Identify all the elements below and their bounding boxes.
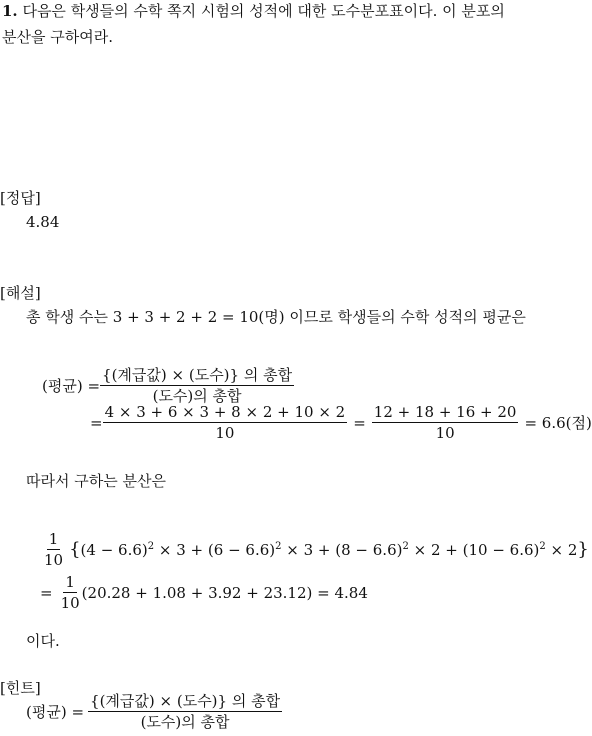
step2-numerator: 4 × 3 + 6 × 3 + 8 × 2 + 10 × 2	[104, 403, 346, 421]
term-base: (10 − 6.6)	[462, 540, 540, 559]
mean-fraction	[100, 366, 294, 405]
problem-number: 1.	[2, 2, 18, 20]
variance-result	[40, 573, 368, 612]
variance-open-brace: {	[69, 539, 81, 560]
variance-term	[81, 541, 208, 559]
term-exponent: 2	[402, 540, 409, 552]
hint-fraction	[88, 692, 282, 731]
answer-label: [정답]	[0, 189, 41, 207]
term-exponent: 2	[147, 540, 155, 552]
term-base: (4 − 6.6)	[80, 540, 148, 559]
mean-computation	[90, 403, 592, 442]
step3-numerator: 12 + 18 + 16 + 20	[373, 403, 517, 421]
answer-value: 4.84	[26, 213, 60, 231]
term-exponent: 2	[275, 540, 282, 552]
variance-coefficient	[42, 530, 65, 569]
step2-equals: =	[90, 413, 103, 432]
variance-formula	[42, 530, 589, 569]
variance2-equals: =	[40, 583, 53, 602]
term-exponent: 2	[539, 540, 546, 552]
term-base: (6 − 6.6)	[207, 540, 276, 559]
mean-numerator: {(계급값) × (도수)} 의 총합	[102, 366, 293, 384]
variance-coef-numerator: 1	[48, 530, 59, 548]
term-tail: × 2	[545, 540, 578, 559]
variance2-coef-denominator: 10	[60, 594, 80, 612]
step2-fraction	[103, 403, 348, 442]
step3-denominator: 10	[435, 424, 455, 442]
variance-coef-denominator: 10	[44, 551, 64, 569]
hint-lhs: (평균) =	[26, 703, 85, 721]
term-tail: × 3 +	[154, 540, 208, 559]
term-base: (8 − 6.6)	[335, 540, 403, 559]
variance-term	[463, 541, 578, 559]
mean-result: = 6.6(점)	[524, 414, 592, 432]
variance2-coef-numerator: 1	[65, 573, 75, 591]
variance-term	[335, 541, 462, 559]
hint-formula	[26, 692, 282, 731]
variance2-expression: (20.28 + 1.08 + 3.92 + 23.12) = 4.84	[81, 583, 368, 602]
solution-label: [해설]	[0, 284, 41, 302]
problem-line-1	[2, 0, 505, 21]
solution-conclusion: 이다.	[26, 632, 60, 650]
mean-formula	[42, 366, 294, 405]
variance-intro: 따라서 구하는 분산은	[26, 472, 166, 490]
hint-label: [힌트]	[0, 679, 41, 697]
step2-denominator: 10	[215, 424, 235, 442]
step3-equals: =	[353, 413, 366, 432]
term-tail: × 2 +	[408, 540, 463, 559]
mean-denominator: (도수)의 총합	[152, 387, 242, 405]
variance-close-brace: }	[577, 539, 589, 560]
variance2-coefficient	[59, 573, 82, 612]
solution-intro: 총 학생 수는 3 + 3 + 2 + 2 = 10(명) 이므로 학생들의 수학 성적의 평균은	[26, 308, 526, 326]
problem-text-1: 다음은 학생들의 수학 쪽지 시험의 성적에 대한 도수분포표이다. 이 분포의	[22, 2, 505, 20]
hint-denominator: (도수)의 총합	[140, 713, 230, 731]
variance-term	[208, 541, 335, 559]
problem-text-2: 분산을 구하여라.	[2, 28, 113, 46]
term-tail: × 3 +	[281, 540, 336, 559]
hint-numerator: {(계급값) × (도수)} 의 총합	[90, 692, 281, 710]
step3-fraction	[372, 403, 519, 442]
mean-lhs: (평균) =	[42, 377, 101, 395]
